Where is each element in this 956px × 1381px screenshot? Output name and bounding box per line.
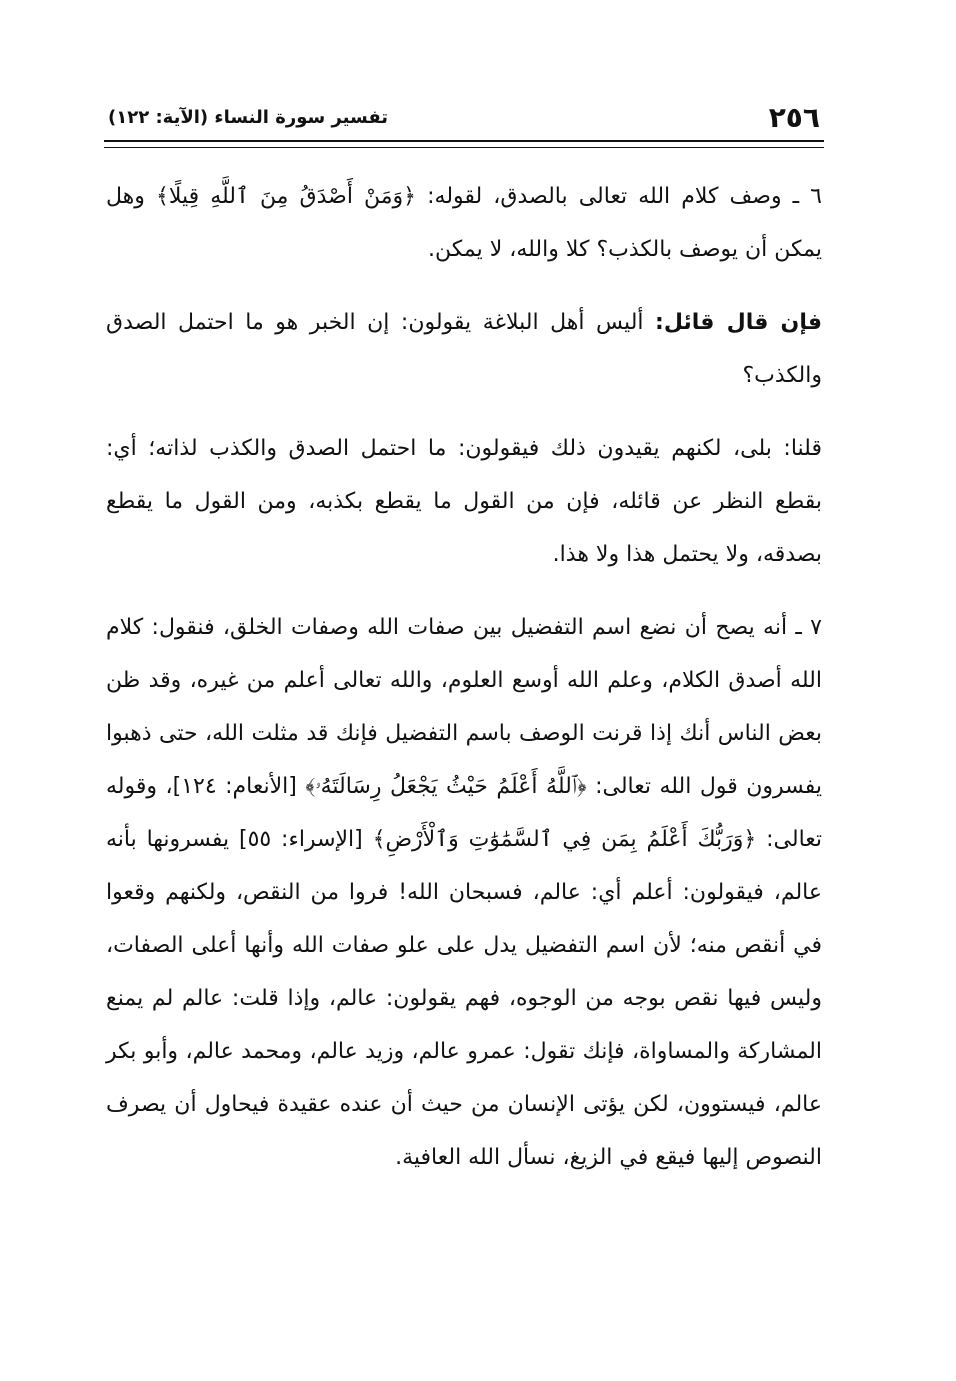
paragraph-7 — [104, 601, 824, 1184]
question-text: أليس أهل البلاغة يقولون: إن الخبر هو ما احتمل الصدق والكذب؟ — [106, 310, 822, 388]
running-title: تفسير سورة النساء (الآية: ١٢٢) — [108, 107, 389, 128]
running-header — [104, 92, 824, 138]
paragraph-question — [104, 296, 824, 402]
answer-text: قلنا: بلى، لكنهم يقيدون ذلك فيقولون: ما احتمل الصدق والكذب لذاته؛ أي: بقطع النظر عن قائله، فإن من القول ما يقطع بكذبه، ومن القول ما يقطع بصدقه، ولا يحتمل هذا ولا هذا. — [106, 436, 822, 567]
page-number: ٢٥٦ — [768, 101, 820, 134]
paragraph-answer — [104, 422, 824, 581]
book-page — [104, 92, 824, 1332]
header-rule — [104, 140, 824, 148]
paragraph-6-text: ٦ ـ وصف كلام الله تعالى بالصدق، لقوله: ﴿وَمَنْ أَصْدَقُ مِنَ ٱللَّهِ قِيلًا﴾ وهل يمكن أن يوصف بالكذب؟ كلا والله، لا يمكن. — [106, 184, 822, 262]
question-lead: فإن قال قائل: — [655, 310, 822, 335]
paragraph-6 — [104, 170, 824, 276]
paragraph-7-text: ٧ ـ أنه يصح أن نضع اسم التفضيل بين صفات الله وصفات الخلق، فنقول: كلام الله أصدق الكلام، وعلم الله أوسع العلوم، والله تعالى أعلم من غيره، وقد ظن بعض الناس أنك إذا قرنت الوصف باسم التفضيل فإنك قد مثلت الله، حتى ذهبوا يفسرون قول الله تعالى: ﴿ٱللَّهُ أَعْلَمُ حَيْثُ يَجْعَلُ رِسَالَتَهُۥ﴾ [الأنعام: ١٢٤]، وقوله تعالى: ﴿وَرَبُّكَ أَعْلَمُ بِمَن فِي ٱلسَّمَٰوَٰتِ وَٱلْأَرْضِ﴾ [الإسراء: ٥٥] يفسرونها بأنه عالم، فيقولون: أعلم أي: عالم، فسبحان الله! فروا من النقص، ولكنهم وقعوا في أنقص منه؛ لأن اسم التفضيل يدل على علو صفات الله وأنها أعلى الصفات، وليس فيها نقص بوجه من الوجوه، فهم يقولون: عالم، وإذا قلت: عالم لم يمنع المشاركة والمساواة، فإنك تقول: عمرو عالم، وزيد عالم، ومحمد عالم، وأبو بكر عالم، فيستوون، لكن يؤتى الإنسان من حيث أن عنده عقيدة فيحاول أن يصرف النصوص إليها فيقع في الزيغ، نسأل الله العافية. — [106, 615, 823, 1170]
